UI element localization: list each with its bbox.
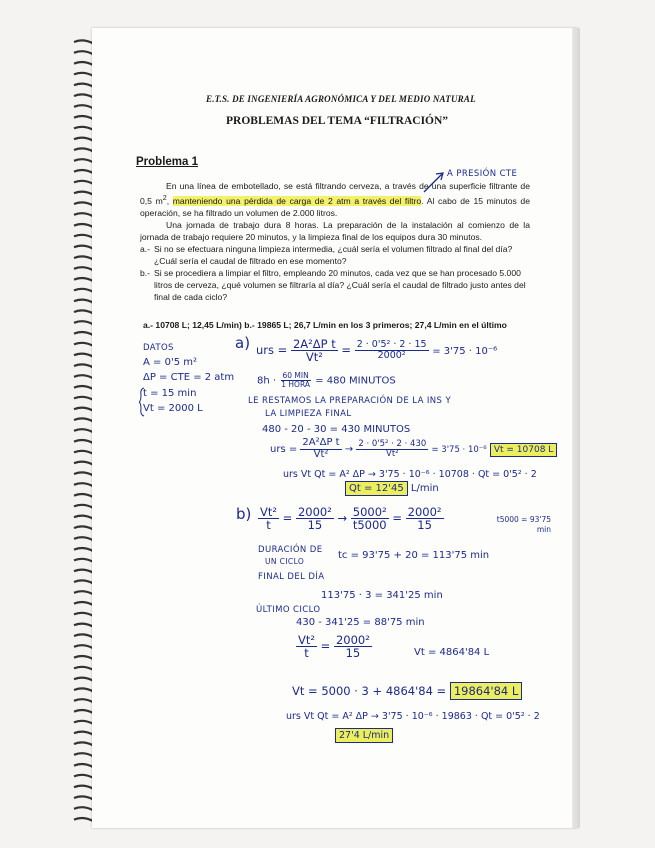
spiral-loop — [74, 807, 94, 811]
flow-unit: L/min — [410, 483, 439, 494]
spiral-loop — [74, 256, 94, 260]
fraction — [296, 634, 317, 659]
datos-volume: Vt = 2000 L — [143, 403, 203, 414]
spiral-loop — [74, 116, 94, 120]
spiral-loop — [74, 159, 94, 163]
spiral-loop — [74, 472, 94, 476]
end-of-day-label: FINAL DEL DÍA — [258, 572, 325, 582]
problem-heading: Problema 1 — [136, 156, 198, 168]
spiral-loop — [74, 138, 94, 142]
spiral-loop — [74, 624, 94, 628]
question-label: b.- — [140, 267, 151, 278]
last-cycle-label: ÚLTIMO CICLO — [256, 605, 321, 615]
numerator: 2000² — [407, 505, 442, 519]
spiral-loop — [74, 570, 94, 574]
fraction — [355, 340, 429, 361]
statement-paragraph-2: Una jornada de trabajo dura 8 horas. La preparación de la instalación al comienzo de la jornada de trabajo requiere 20 minutos, y la limpieza final de los equipos dura 30 minutos. — [140, 219, 530, 242]
eq-text: = — [392, 511, 402, 526]
denominator: 1 HORA — [281, 379, 310, 389]
spiral-loop — [74, 235, 94, 239]
brace-icon — [139, 387, 145, 417]
eq-text: = — [341, 343, 352, 358]
spiral-loop — [74, 818, 94, 822]
spiral-loop — [74, 786, 94, 790]
hours-conversion — [257, 372, 396, 389]
spiral-loop — [74, 775, 94, 779]
spiral-loop — [74, 462, 94, 466]
spiral-loop — [74, 105, 94, 109]
numerator: Vt² — [298, 633, 315, 647]
flow-result-box: Qt = 12'45 — [345, 481, 408, 496]
spiral-loop — [74, 375, 94, 379]
spiral-loop — [74, 742, 94, 746]
eq-text: = — [282, 511, 293, 526]
last-cycle-volume: Vt = 4864'84 L — [414, 647, 490, 658]
spiral-loop — [74, 429, 94, 433]
spiral-loop — [74, 732, 94, 736]
cycle-duration-label2: UN CICLO — [265, 557, 305, 566]
flow-result-b-box: 27'4 L/min — [335, 728, 393, 743]
denominator: 15 — [417, 518, 432, 533]
spiral-loop — [74, 343, 94, 347]
spiral-loop — [74, 170, 94, 174]
question-text: Si se procediera a limpiar el filtro, empleando 20 minutos, cada vez que se han procesado 5.000 litros de cerveza, ¿qué volumen se filtraría al día? ¿Cuál sería el caudal de filtrado justo antes del final de cada ciclo? — [154, 267, 526, 302]
page-title: PROBLEMAS DEL TEMA “FILTRACIÓN” — [226, 115, 449, 127]
eq-text: = — [320, 639, 331, 654]
spiral-loop — [74, 62, 94, 66]
spiral-loop — [74, 408, 94, 412]
spiral-loop — [74, 94, 94, 98]
numerator: 2A²ΔP t — [302, 437, 340, 448]
spiral-loop — [74, 548, 94, 552]
spiral-loop — [74, 537, 94, 541]
spiral-loop — [74, 213, 94, 217]
eq-text: Vt = 5000 · 3 + 4864'84 = — [292, 684, 447, 698]
denominator: 2000² — [377, 350, 406, 362]
end-of-day-eq: 113'75 · 3 = 341'25 min — [321, 590, 443, 601]
subtract-note-line2: LA LIMPIEZA FINAL — [265, 409, 352, 419]
spiral-loop — [74, 300, 94, 304]
equation-a1 — [256, 338, 497, 363]
part-b-label: b) — [236, 505, 252, 523]
spiral-loop — [74, 148, 94, 152]
pressure-annotation: A PRESIÓN CTE — [447, 169, 518, 179]
superscript: 2 — [162, 194, 167, 202]
numerator: 2 · 0'5² · 2 · 15 — [356, 339, 427, 351]
flow-result-b — [335, 731, 393, 741]
spiral-loop — [74, 796, 94, 800]
spiral-loop — [74, 634, 94, 638]
last-cycle-volume-eq — [296, 634, 372, 659]
datos-time: t = 15 min — [143, 388, 197, 399]
spiral-loop — [74, 613, 94, 617]
spiral-loop — [74, 526, 94, 530]
spiral-loop — [74, 321, 94, 325]
numerator: 5000² — [352, 505, 387, 519]
total-volume-box: 19864'84 L — [450, 682, 522, 700]
spiral-loop — [74, 516, 94, 520]
cycle-duration-label1: DURACIÓN DE — [258, 545, 323, 555]
spiral-loop — [74, 678, 94, 682]
spiral-loop — [74, 505, 94, 509]
denominator: t — [304, 646, 309, 661]
spiral-loop — [74, 440, 94, 444]
problem-statement — [140, 180, 530, 303]
spiral-loop — [74, 688, 94, 692]
fraction — [351, 506, 389, 531]
spiral-loop — [74, 699, 94, 703]
numerator: 2000² — [297, 505, 332, 519]
flow-equation-a: urs Vt Qt = A² ΔP → 3'75 · 10⁻⁶ · 10708 · Qt = 0'5² · 2 — [283, 469, 537, 480]
spiral-loop — [74, 656, 94, 660]
fraction — [334, 634, 372, 659]
question-b — [140, 267, 530, 303]
spiral-loop — [74, 645, 94, 649]
spiral-loop — [74, 202, 94, 206]
denominator: 15 — [345, 646, 361, 661]
t5000-result: t5000 = 93'75 min — [496, 515, 551, 534]
statement-text: . Al cabo de 15 minutos de operación, se ha filtrado un volumen de 2.000 litros. — [140, 195, 530, 218]
spiral-loop — [74, 397, 94, 401]
spiral-loop — [74, 354, 94, 358]
denominator: Vt² — [305, 350, 323, 365]
datos-pressure: ΔP = CTE = 2 atm — [143, 372, 235, 383]
spiral-loop — [74, 721, 94, 725]
spiral-loop — [74, 224, 94, 228]
highlighted-text: manteniendo una pérdida de carga de 2 atm a través del filtro — [172, 195, 422, 206]
denominator: 15 — [307, 518, 323, 533]
flow-result-a — [345, 484, 439, 494]
eq-text: urs = — [256, 343, 288, 358]
numerator: 2 · 0'5² · 2 · 430 — [358, 438, 427, 449]
denominator: Vt² — [386, 448, 399, 459]
numerator: Vt² — [260, 505, 277, 519]
denominator: t — [266, 518, 271, 533]
minutes-subtraction: 480 - 20 - 30 = 430 MINUTOS — [262, 424, 411, 435]
page-edge-shadow — [572, 28, 580, 828]
eq-text: urs = — [270, 444, 298, 455]
datos-area: A = 0'5 m² — [143, 357, 197, 368]
spiral-loop — [74, 246, 94, 250]
spiral-loop — [74, 310, 94, 314]
eq-result: = 3'75 · 10⁻⁶ — [432, 346, 498, 358]
spiral-loop — [74, 51, 94, 55]
equation-b1 — [258, 506, 444, 531]
spiral-loop — [74, 332, 94, 336]
subtract-note-line1: LE RESTAMOS LA PREPARACIÓN DE LA INS Y — [248, 396, 452, 406]
part-a-label: a) — [235, 334, 251, 352]
spiral-loop — [74, 40, 94, 44]
fraction — [296, 506, 334, 531]
spiral-loop — [74, 289, 94, 293]
spiral-loop — [74, 764, 94, 768]
spiral-loop — [74, 494, 94, 498]
numerator: 2A²ΔP t — [292, 337, 336, 351]
spiral-loop — [74, 667, 94, 671]
spiral-loop — [74, 418, 94, 422]
denominator: Vt² — [313, 448, 329, 460]
spiral-loop — [74, 278, 94, 282]
fraction — [356, 440, 428, 459]
fraction — [279, 372, 312, 389]
spiral-loop — [74, 483, 94, 487]
school-header: E.T.S. DE INGENIERÍA AGRONÓMICA Y DEL MEDIO NATURAL — [206, 94, 476, 104]
fraction — [291, 338, 338, 363]
last-cycle-eq: 430 - 341'25 = 88'75 min — [296, 617, 425, 628]
fraction — [406, 506, 444, 531]
fraction — [258, 506, 279, 531]
statement-paragraph-1 — [140, 180, 530, 219]
eq-result: = 480 MINUTOS — [315, 375, 396, 387]
equation-a2 — [270, 438, 557, 460]
spiral-loop — [74, 84, 94, 88]
statement-text: , — [166, 195, 173, 206]
eq-text: → — [337, 511, 348, 526]
spiral-loop — [74, 451, 94, 455]
spiral-loop — [74, 710, 94, 714]
spiral-loop — [74, 73, 94, 77]
numerator: 60 MIN — [282, 371, 309, 380]
spiral-loop — [74, 753, 94, 757]
eq-result: = 3'75 · 10⁻⁶ — [431, 445, 487, 455]
denominator: t5000 — [352, 518, 387, 533]
spiral-loop — [74, 386, 94, 390]
statement-text: En una línea de embotellado, se está filtrando cerveza, a través de una superficie filtrante de 0,5 m — [140, 181, 530, 206]
spiral-loop — [74, 127, 94, 131]
total-volume-eq — [292, 686, 522, 698]
spiral-loop — [74, 580, 94, 584]
eq-text: → — [344, 444, 354, 455]
spiral-loop — [74, 602, 94, 606]
question-label: a.- — [140, 243, 151, 254]
volume-result-box: Vt = 10708 L — [490, 443, 557, 457]
spiral-loop — [74, 267, 94, 271]
spiral-loop — [74, 591, 94, 595]
spiral-loop — [74, 192, 94, 196]
flow-equation-b: urs Vt Qt = A² ΔP → 3'75 · 10⁻⁶ · 19863 · Qt = 0'5² · 2 — [286, 711, 540, 722]
fraction — [300, 438, 341, 460]
question-text: Si no se efectuara ninguna limpieza intermedia, ¿cuál sería el volumen filtrado al final del día? ¿Cuál sería el caudal de filtrado en ese momento? — [154, 243, 513, 266]
answers-line: a.- 10708 L; 12,45 L/min) b.- 19865 L; 26,7 L/min en los 3 primeros; 27,4 L/min en el último — [143, 320, 507, 330]
numerator: 2000² — [335, 633, 370, 647]
datos-title: DATOS — [143, 343, 174, 353]
spiral-loop — [74, 181, 94, 185]
eq-text: 8h · — [257, 375, 277, 387]
spiral-loop — [74, 559, 94, 563]
spiral-loop — [74, 364, 94, 368]
question-a — [140, 243, 530, 267]
cycle-duration-eq: tc = 93'75 + 20 = 113'75 min — [338, 550, 490, 561]
